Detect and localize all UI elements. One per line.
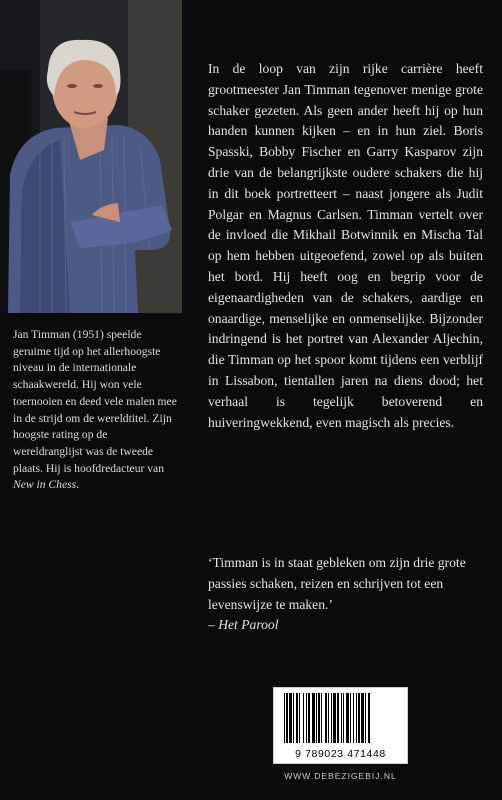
- author-bio: [13, 327, 178, 494]
- author-bio-end: .: [76, 478, 80, 492]
- barcode-bars: [274, 688, 407, 748]
- quote-source: – Het Parool: [208, 617, 279, 633]
- publisher-url: WWW.DEBEZIGEBIJ.NL: [284, 771, 397, 781]
- blurb-text: In de loop van zijn rijke carrière heeft grootmeester Jan Timman tegenover menige grote schaker gezeten. Als geen ander heeft hij op hun handen kunnen kijken – en in hun ziel. Boris Spasski, Bobby Fischer en Garry Kasparov zijn drie van de belangrijkste oudere schakers die hij in dit boek portretteert – naast jongere als Judit Polgar en Magnus Carlsen. Timman vertelt over de invloed die Mikhail Botwinnik en Mischa Tal op hem hebben uitgeoefend, zowel op als buiten het bord. Hij heeft oog en begrip voor de eigenaardigheden van de schakers, aardige en onaardige, menselijke en onmenselijke. Bijzonder indringend is het portret van Alexander Aljechin, die Timman op het spoor komt tijdens een verblijf in Lissabon, tientallen jaren na diens dood; het verhaal is tegelijk betoverend en huiveringwekkend, even magisch als precies.: [208, 61, 483, 430]
- author-bio-text: Jan Timman (1951) speelde geruime tijd op het allerhoogste niveau in de internationale schaakwereld. Hij won vele toernooien en deed vele malen mee in de strijd om de wereldtitel. Zijn hoogste rating op de wereldranglijst was de tweede plaats. Hij is hoofdredacteur van: [13, 328, 177, 475]
- isbn-barcode: [273, 687, 408, 764]
- quote-text: ‘Timman is in staat gebleken om zijn drie grote passies schaken, reizen en schrijven tot een levenswijze te maken.’: [208, 555, 466, 612]
- press-quote: [208, 553, 498, 636]
- magazine-title: New in Chess: [13, 478, 77, 492]
- author-photo-illustration: [0, 0, 182, 313]
- author-bio-paragraph: [13, 327, 178, 494]
- back-cover-blurb: [208, 59, 483, 433]
- isbn-number: 9 789023 471448: [295, 748, 386, 760]
- author-photo: [0, 0, 182, 313]
